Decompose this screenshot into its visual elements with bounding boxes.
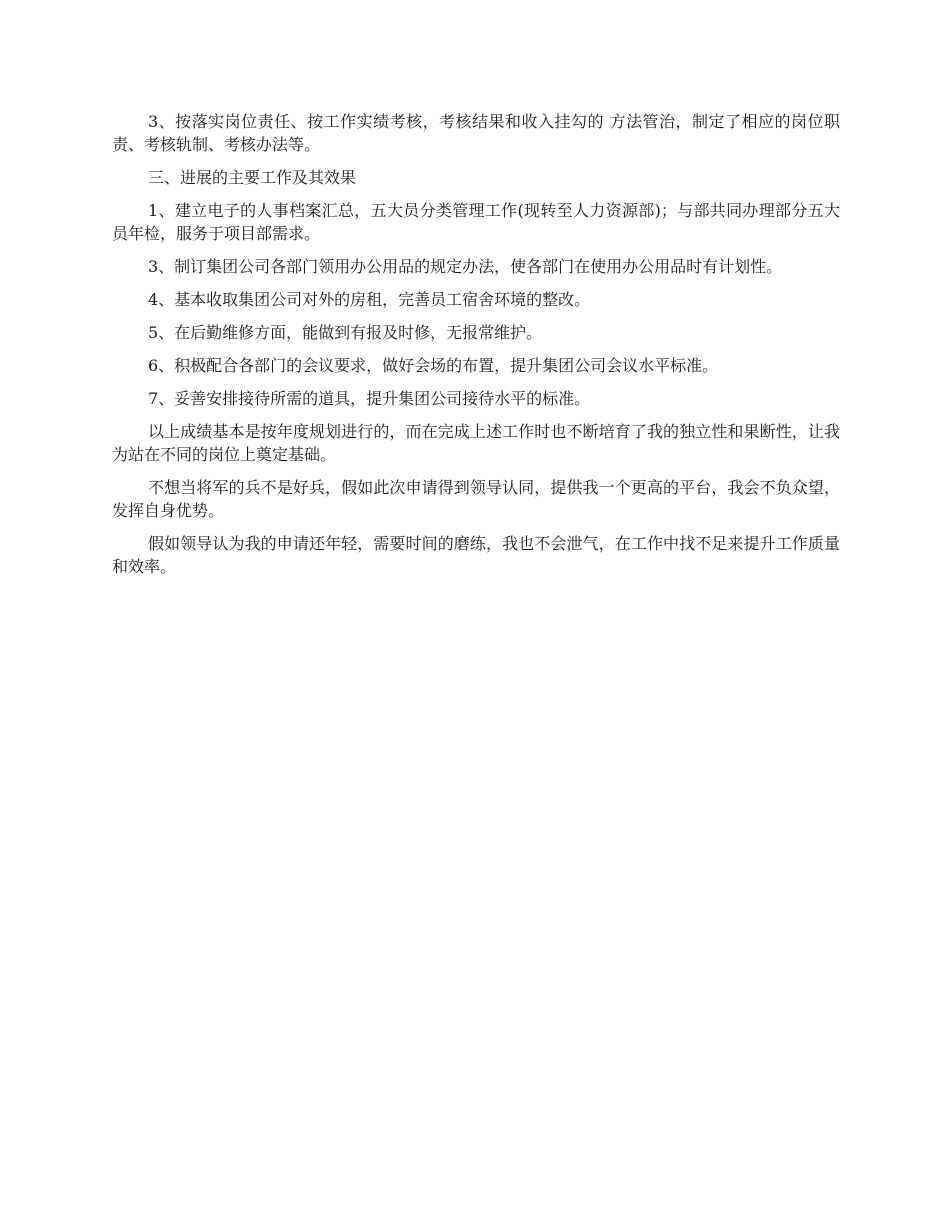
- document-body: [112, 110, 840, 588]
- paragraph-meetings: 6、积极配合各部门的会议要求，做好会场的布置，提升集团公司会议水平标准。: [148, 356, 719, 375]
- paragraph-responsibility-assessment: 3、按落实岗位责任、按工作实绩考核，考核结果和收入挂勾的 方法管治，制定了相应的岗位职责、考核轨制、考核办法等。: [112, 112, 840, 154]
- paragraph-reception: 7、妥善安排接待所需的道具，提升集团公司接待水平的标准。: [148, 389, 591, 408]
- section-heading-main-work: 三、进展的主要工作及其效果: [148, 168, 357, 187]
- paragraph-rent-dormitory: 4、基本收取集团公司对外的房租，完善员工宿舍环境的整改。: [148, 290, 591, 309]
- paragraph-personnel-archive: 1、建立电子的人事档案汇总，五大员分类管理工作(现转至人力资源部)；与部共同办理部分五大员年检，服务于项目部需求。: [112, 201, 840, 243]
- paragraph-maintenance: 5、在后勤维修方面，能做到有报及时修，无报常维护。: [148, 323, 543, 342]
- paragraph-aspiration: 不想当将军的兵不是好兵，假如此次申请得到领导认同，提供我一个更高的平台，我会不负众望，发挥自身优势。: [112, 478, 840, 520]
- paragraph-closing: 假如领导认为我的申请还年轻，需要时间的磨练，我也不会泄气，在工作中找不足来提升工作质量和效率。: [112, 534, 840, 576]
- paragraph-office-supplies: 3、制订集团公司各部门领用办公用品的规定办法，使各部门在使用办公用品时有计划性。: [148, 257, 783, 276]
- paragraph-achievements: 以上成绩基本是按年度规划进行的，而在完成上述工作时也不断培育了我的独立性和果断性，让我为站在不同的岗位上奠定基础。: [112, 422, 840, 464]
